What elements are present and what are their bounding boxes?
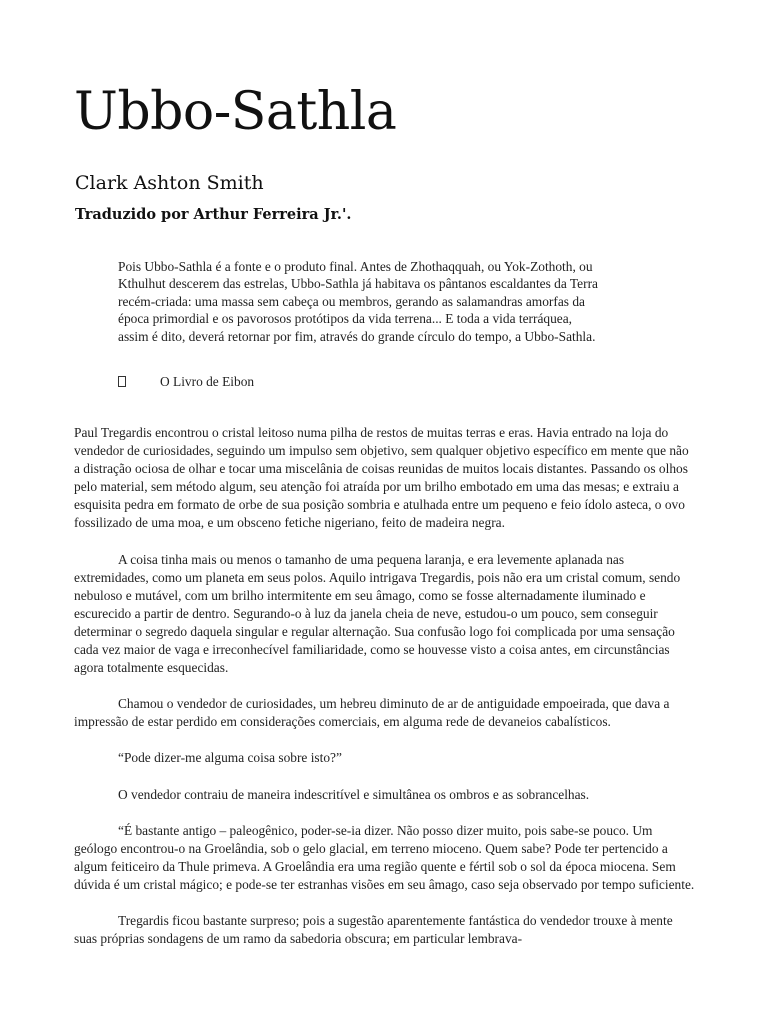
epigraph-source-label: O Livro de Eibon bbox=[160, 374, 255, 389]
paragraph: Paul Tregardis encontrou o cristal leitoso numa pilha de restos de muitas terras e eras. Havia entrado na loja do vendedor de curiosidades, seguindo um impulso sem objetivo, sem qualquer objetivo específico em mente que não a distração ociosa de olhar e tocar uma miscelânia de coisas reunidas de muitos locais distantes. Passando os olhos pelo material, sem método algum, seu atenção foi atraída por um brilho embotado em uma das mesas; e extraiu a esquisita pedra em formato de orbe de sua posição sombria e atulhada entre um pequeno e feio ídolo asteca, o ovo fossilizado de uma moa, e um obsceno fetiche nigeriano, feito de madeira negra. bbox=[74, 425, 689, 531]
body-text bbox=[74, 424, 696, 966]
translator-credit: Traduzido por Arthur Ferreira Jr.'. bbox=[75, 206, 352, 223]
epigraph-source bbox=[118, 373, 254, 390]
author-name: Clark Ashton Smith bbox=[75, 172, 264, 194]
missing-glyph-bullet-icon bbox=[118, 376, 126, 387]
paragraph: Chamou o vendedor de curiosidades, um hebreu diminuto de ar de antiguidade empoeirada, que dava a impressão de estar perdido em considerações comerciais, em alguma rede de devaneios cabalísticos. bbox=[74, 696, 670, 730]
paragraph: “Pode dizer-me alguma coisa sobre isto?” bbox=[118, 750, 342, 766]
paragraph: A coisa tinha mais ou menos o tamanho de uma pequena laranja, e era levemente aplanada nas extremidades, como um planeta em seus polos. Aquilo intrigava Tregardis, pois não era um cristal comum, sendo nebuloso e mutável, com um brilho intermitente em seu âmago, como se fosse alternadamente iluminado e escurecido a partir de dentro. Segurando-o à luz da janela cheia de neve, estudou-o um pouco, sem conseguir determinar o segredo daquela singular e regular alternação. Sua confusão logo foi complicada por uma sensação cada vez maior de vaga e irreconhecível familiaridade, como se houvesse visto a coisa antes, em circunstâncias agora totalmente esquecidas. bbox=[74, 551, 681, 676]
document-title: Ubbo-Sathla bbox=[74, 82, 397, 142]
paragraph: Tregardis ficou bastante surpreso; pois a sugestão aparentemente fantástica do vendedor trouxe à mente suas próprias sondagens de um ramo da sabedoria obscura; em particular lembrava- bbox=[74, 912, 673, 947]
paragraph: O vendedor contraiu de maneira indescritível e simultânea os ombros e as sobrancelhas. bbox=[118, 786, 590, 802]
epigraph-text: Pois Ubbo-Sathla é a fonte e o produto final. Antes de Zhothaqquah, ou Yok-Zothoth, ou Kthulhut descerem das estrelas, Ubbo-Sathla já habitava os pântanos escaldantes da Terra recém-criada: uma massa sem cabeça ou membros, gerando as salamandras amorfas da época primordial e os pavorosos protótipos da vida terrena... E toda a vida terráquea, assim é dito, deverá retornar por fim, através do grande círculo do tempo, a Ubbo-Sathla. bbox=[118, 259, 598, 344]
paragraph: “É bastante antigo – paleogênico, poder-se-ia dizer. Não posso dizer muito, pois sabe-se pouco. Um geólogo encontrou-o na Groelândia, sob o gelo glacial, em terreno mioceno. Quem sabe? Pode ter pertencido a algum feiticeiro da Thule primeva. A Groelândia era uma região quente e fértil sob o sol da época miocena. Sem dúvida é um cristal mágico; e pode-se ter estranhas visões em seu âmago, caso seja observado por tempo suficiente. bbox=[74, 822, 695, 892]
